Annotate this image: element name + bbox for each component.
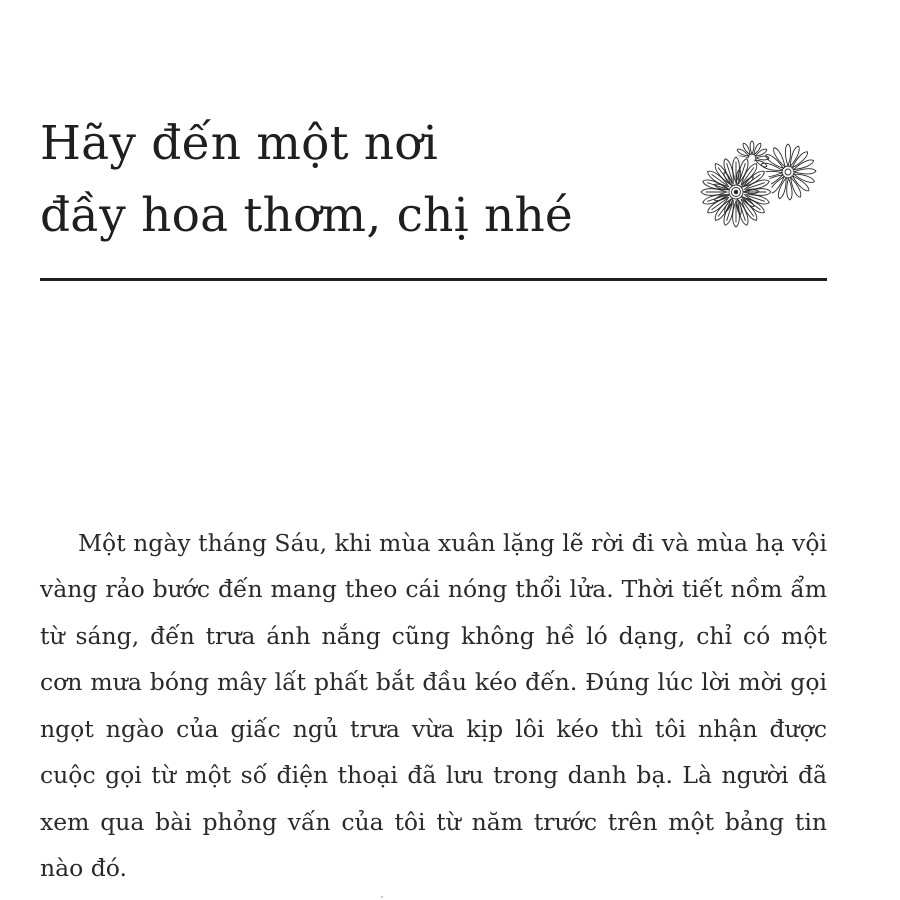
chapter-title-line-1: Hãy đến một nơi xyxy=(40,116,439,171)
chapter-title-line-2: đầy hoa thơm, chị nhé xyxy=(40,188,573,243)
chrysanthemum-flowers-icon xyxy=(690,138,830,234)
title-divider xyxy=(40,278,827,281)
chapter-title xyxy=(40,108,680,252)
body-paragraph: Một ngày tháng Sáu, khi mùa xuân lặng lẽ rời đi và mùa hạ vội vàng rảo bước đến mang theo cái nóng thổi lửa. Thời tiết nồm ẩm từ sáng, đến trưa ánh nắng cũng không hề ló dạng, chỉ có một cơn mưa bóng mây lất phất bắt đầu kéo đến. Đúng lúc lời mời gọi ngọt ngào của giấc ngủ trưa vừa kịp lôi kéo thì tôi nhận được cuộc gọi từ một số điện thoại đã lưu trong danh bạ. Là người đã xem qua bài phỏng vấn của tôi từ năm trước trên một bảng tin nào đó. xyxy=(40,528,827,882)
page-dot xyxy=(381,896,383,898)
